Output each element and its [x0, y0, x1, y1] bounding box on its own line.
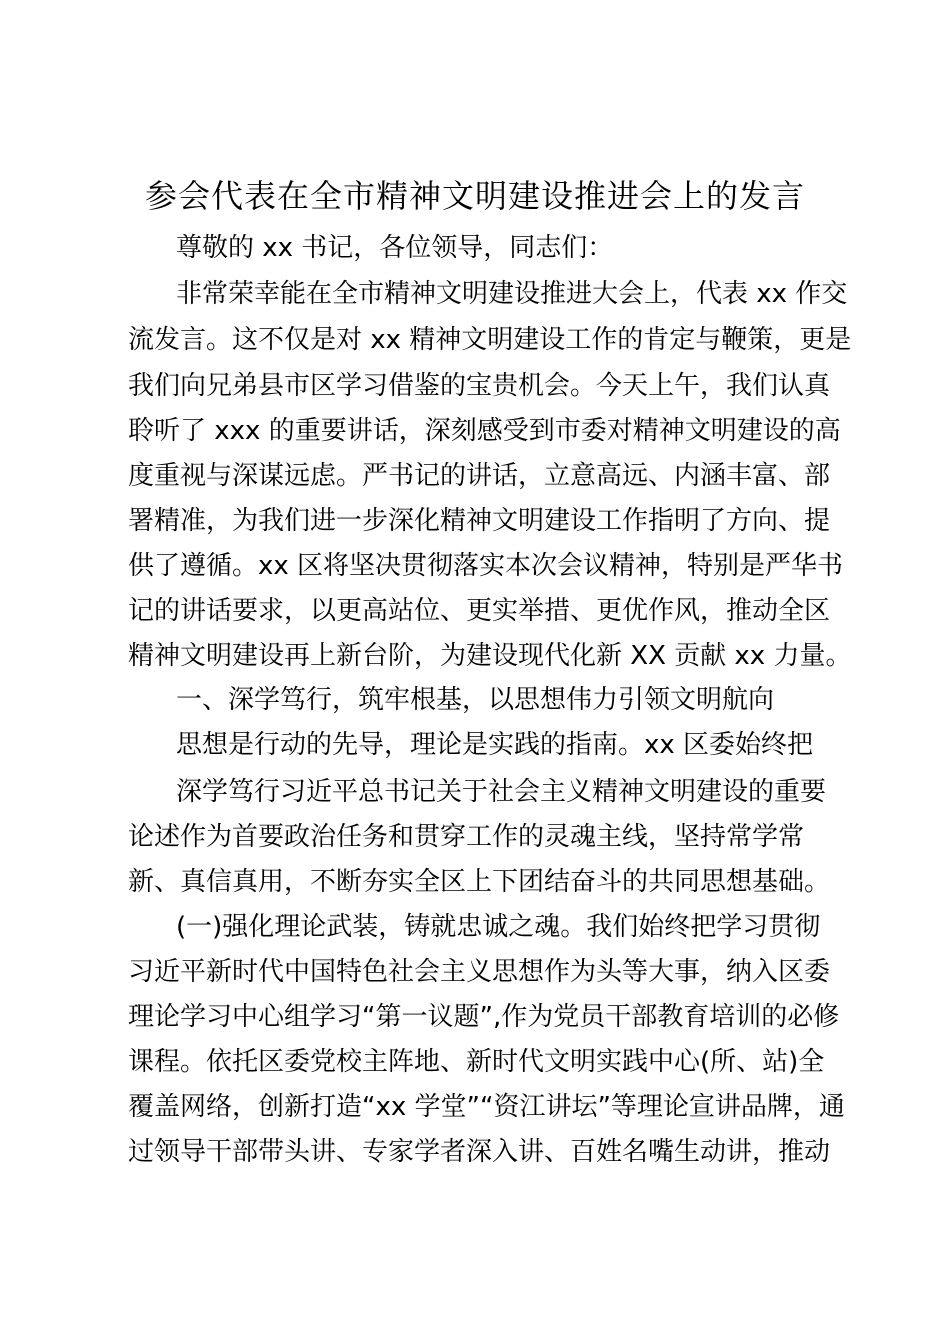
paragraph-line: 流发言。这不仅是对 xx 精神文明建设工作的肯定与鞭策，更是 — [128, 325, 852, 355]
paragraph-line: 度重视与深谋远虑。严书记的讲话，立意高远、内涵丰富、部 — [128, 461, 831, 491]
paragraph-line: 非常荣幸能在全市精神文明建设推进大会上，代表 xx 作交 — [176, 279, 848, 309]
paragraph-line: (一)强化理论武装，铸就忠诚之魂。我们始终把学习贯彻 — [176, 912, 821, 942]
paragraph-line: 课程。依托区委党校主阵地、新时代文明实践中心(所、站)全 — [128, 1047, 825, 1077]
paragraph-line: 过领导干部带头讲、专家学者深入讲、百姓名嘴生动讲，推动 — [128, 1137, 831, 1167]
paragraph-line: 记的讲话要求，以更高站位、更实举措、更优作风，推动全区 — [128, 596, 831, 626]
paragraph-line: 深学笃行习近平总书记关于社会主义精神文明建设的重要 — [176, 777, 827, 807]
paragraph-line: 我们向兄弟县市区学习借鉴的宝贵机会。今天上午，我们认真 — [128, 371, 831, 401]
paragraph-line: 新、真信真用，不断夯实全区上下团结奋斗的共同思想基础。 — [128, 867, 831, 897]
paragraph-line: 理论学习中心组学习“第一议题”,作为党员干部教育培训的必修 — [128, 1002, 840, 1032]
paragraph-line: 聆听了 xxx 的重要讲话，深刻感受到市委对精神文明建设的高 — [128, 416, 841, 446]
paragraph-line: 思想是行动的先导，理论是实践的指南。xx 区委始终把 — [176, 730, 814, 760]
section-heading: 一、深学笃行，筑牢根基，以思想伟力引领文明航向 — [176, 685, 775, 715]
salutation-line: 尊敬的 xx 书记，各位领导，同志们： — [176, 233, 614, 263]
paragraph-line: 习近平新时代中国特色社会主义思想作为头等大事，纳入区委 — [128, 957, 831, 987]
paragraph-line: 供了遵循。xx 区将坚决贯彻落实本次会议精神，特别是严华书 — [128, 551, 844, 581]
paragraph-line: 覆盖网络，创新打造“xx 学堂”“资江讲坛”等理论宣讲品牌，通 — [128, 1092, 845, 1122]
paragraph-line: 精神文明建设再上新台阶，为建设现代化新 XX 贡献 xx 力量。 — [128, 641, 852, 671]
document-title: 参会代表在全市精神文明建设推进会上的发言 — [144, 177, 805, 215]
paragraph-line: 论述作为首要政治任务和贯穿工作的灵魂主线，坚持常学常 — [128, 822, 805, 852]
paragraph-line: 署精准，为我们进一步深化精神文明建设工作指明了方向、提 — [128, 506, 831, 536]
